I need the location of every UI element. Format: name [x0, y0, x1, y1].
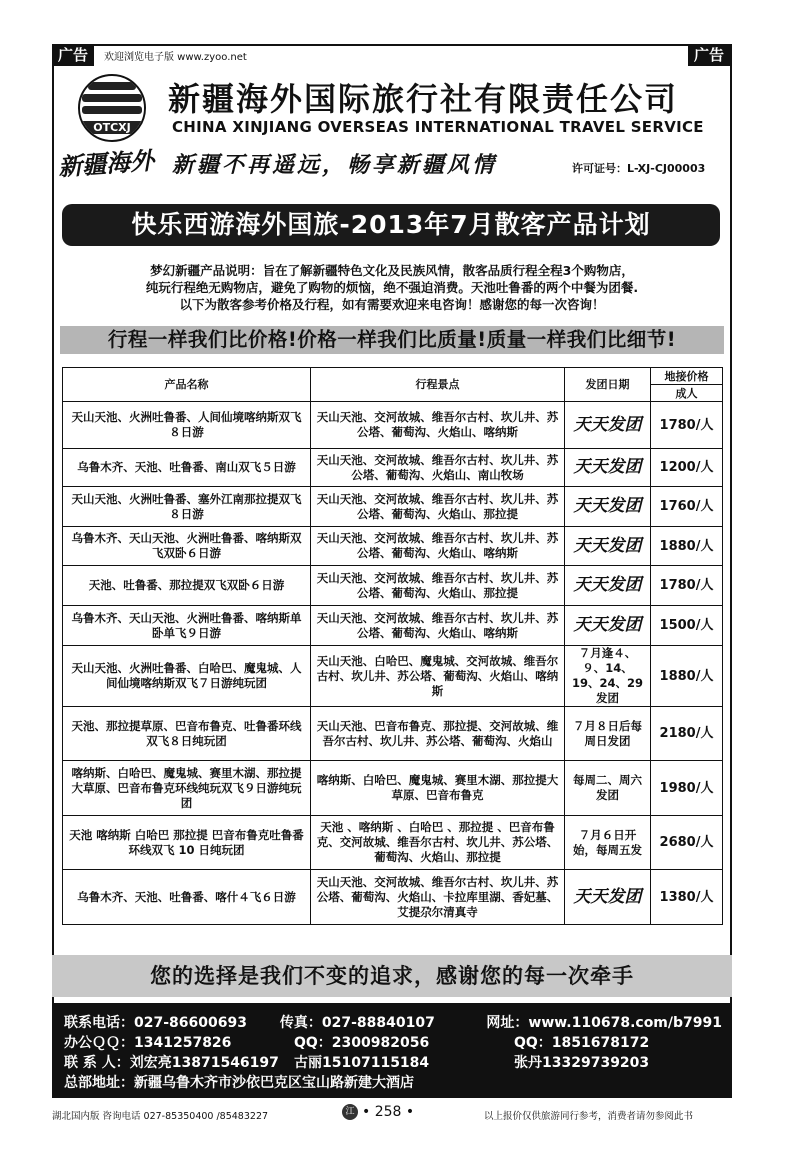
intro-line: 梦幻新疆产品说明：旨在了解新疆特色文化及民族风情，散客品质行程全程3个购物店，	[150, 263, 634, 278]
table-row	[63, 527, 723, 566]
itinerary-cell: 天山天池、白哈巴、魔鬼城、交河故城、维吾尔古村、坎儿井、苏公塔、葡萄沟、火焰山、喀纳斯	[311, 646, 565, 707]
departure-cell: ７月６日开始，每周五发	[565, 816, 651, 870]
price-cell: 1880/人	[651, 646, 723, 707]
header-product: 产品名称	[63, 368, 311, 402]
intro-text	[62, 262, 722, 313]
product-cell: 天池 喀纳斯 白哈巴 那拉提 巴音布鲁克吐鲁番环线双飞 10 日纯玩团	[63, 816, 311, 870]
itinerary-cell: 天山天池、交河故城、维吾尔古村、坎儿井、苏公塔、葡萄沟、火焰山、喀纳斯	[311, 402, 565, 449]
page-badge: 江	[342, 1104, 358, 1120]
product-cell: 天池、那拉提草原、巴音布鲁克、吐鲁番环线双飞８日纯玩团	[63, 707, 311, 761]
contact-block	[52, 1003, 732, 1098]
contact-line	[64, 1013, 722, 1033]
itinerary-cell: 天山天池、交河故城、维吾尔古村、坎儿井、苏公塔、葡萄沟、火焰山、卡拉库里湖、香妃墓、艾提尕尔清真寺	[311, 870, 565, 925]
contact-qq: QQ：2300982056	[294, 1035, 430, 1051]
contact-line	[64, 1033, 722, 1053]
departure-cell: 天天发团	[565, 487, 651, 527]
company-name-cn: 新疆海外国际旅行社有限责任公司	[168, 80, 679, 118]
header-departure: 发团日期	[565, 368, 651, 402]
contact-website: 网址：www.110678.com/b7991	[486, 1015, 722, 1031]
product-cell: 天山天池、火洲吐鲁番、人间仙境喀纳斯双飞８日游	[63, 402, 311, 449]
table-row	[63, 566, 723, 606]
table-row	[63, 816, 723, 870]
price-cell: 1380/人	[651, 870, 723, 925]
contact-line	[64, 1073, 722, 1093]
intro-line: 以下为散客参考价格及行程，如有需要欢迎来电咨询！感谢您的每一次咨询！	[179, 297, 605, 312]
header-price-group: 地接价格	[651, 368, 723, 385]
footer-right: 以上报价仅供旅游同行参考，消费者请勿参阅此书	[484, 1111, 694, 1122]
table-row	[63, 761, 723, 816]
product-cell: 乌鲁木齐、天山天池、火洲吐鲁番、喀纳斯单卧单飞９日游	[63, 606, 311, 646]
departure-cell: 天天发团	[565, 527, 651, 566]
closing-bar: 您的选择是我们不变的追求，感谢您的每一次牵手	[52, 955, 732, 997]
departure-cell: 天天发团	[565, 449, 651, 487]
contact-fax: 传真：027-88840107	[279, 1015, 435, 1031]
page-number: • 258 •	[362, 1104, 415, 1120]
price-cell: 1200/人	[651, 449, 723, 487]
product-cell: 喀纳斯、白哈巴、魔鬼城、赛里木湖、那拉提大草原、巴音布鲁克环线纯玩双飞９日游纯玩团	[63, 761, 311, 816]
footer-left: 湖北国内版 咨询电话 027-85350400 /85483227	[52, 1111, 269, 1122]
contact-line	[64, 1053, 722, 1073]
departure-cell: 天天发团	[565, 870, 651, 925]
price-cell: 1880/人	[651, 527, 723, 566]
departure-cell: ７月逢４、９、14、19、24、29 发团	[565, 646, 651, 707]
site-line: 欢迎浏览电子版 www.zyoo.net	[104, 52, 247, 63]
contact-person: 古丽15107115184	[294, 1055, 430, 1071]
contact-person: 联 系 人：刘宏亮13871546197	[64, 1055, 279, 1071]
table-row	[63, 707, 723, 761]
table-row	[63, 606, 723, 646]
itinerary-cell: 天山天池、交河故城、维吾尔古村、坎儿井、苏公塔、葡萄沟、火焰山、喀纳斯	[311, 606, 565, 646]
product-cell: 天山天池、火洲吐鲁番、白哈巴、魔鬼城、人间仙境喀纳斯双飞７日游纯玩团	[63, 646, 311, 707]
departure-cell: 天天发团	[565, 402, 651, 449]
price-cell: 1980/人	[651, 761, 723, 816]
itinerary-cell: 天池 、喀纳斯 、白哈巴 、那拉提 、巴音布鲁克、交河故城、维吾尔古村、坎儿井、苏公塔、葡萄沟、火焰山、那拉提	[311, 816, 565, 870]
product-cell: 天池、吐鲁番、那拉提双飞双卧６日游	[63, 566, 311, 606]
license-number: 许可证号：L-XJ-CJ00003	[572, 162, 706, 175]
contact-qq: 办公ＱＱ：1341257826	[64, 1035, 232, 1051]
price-cell: 2680/人	[651, 816, 723, 870]
logo-abbr: OTCXJ	[80, 121, 144, 134]
table-row	[63, 870, 723, 925]
ad-tag-right: 广告	[688, 44, 732, 66]
plan-banner: 快乐西游海外国旅-2013年7月散客产品计划	[62, 204, 720, 246]
product-cell: 乌鲁木齐、天池、吐鲁番、南山双飞５日游	[63, 449, 311, 487]
company-logo	[78, 74, 146, 142]
price-cell: 1500/人	[651, 606, 723, 646]
tour-table	[62, 367, 723, 925]
price-cell: 1760/人	[651, 487, 723, 527]
header-price-adult: 成人	[651, 385, 723, 402]
itinerary-cell: 天山天池、交河故城、维吾尔古村、坎儿井、苏公塔、葡萄沟、火焰山、南山牧场	[311, 449, 565, 487]
itinerary-cell: 天山天池、巴音布鲁克、那拉提、交河故城、维吾尔古村、坎儿井、苏公塔、葡萄沟、火焰山	[311, 707, 565, 761]
product-cell: 乌鲁木齐、天山天池、火洲吐鲁番、喀纳斯双飞双卧６日游	[63, 527, 311, 566]
table-row	[63, 449, 723, 487]
ad-tag-left: 广告	[52, 44, 94, 66]
departure-cell: 每周二、周六发团	[565, 761, 651, 816]
table-row	[63, 402, 723, 449]
price-cell: 1780/人	[651, 402, 723, 449]
departure-cell: 天天发团	[565, 606, 651, 646]
price-cell: 1780/人	[651, 566, 723, 606]
contact-phone: 联系电话：027-86600693	[64, 1015, 247, 1031]
departure-cell: ７月８日后每周日发团	[565, 707, 651, 761]
itinerary-cell: 天山天池、交河故城、维吾尔古村、坎儿井、苏公塔、葡萄沟、火焰山、那拉提	[311, 566, 565, 606]
table-row	[63, 646, 723, 707]
header-itinerary: 行程景点	[311, 368, 565, 402]
contact-address: 总部地址：新疆乌鲁木齐市沙依巴克区宝山路新建大酒店	[64, 1075, 414, 1091]
contact-qq: QQ：1851678172	[514, 1035, 650, 1051]
itinerary-cell: 喀纳斯、白哈巴、魔鬼城、赛里木湖、那拉提大草原、巴音布鲁克	[311, 761, 565, 816]
table-row	[63, 487, 723, 527]
product-cell: 乌鲁木齐、天池、吐鲁番、喀什４飞６日游	[63, 870, 311, 925]
compare-bar: 行程一样我们比价格!价格一样我们比质量!质量一样我们比细节!	[60, 326, 724, 354]
itinerary-cell: 天山天池、交河故城、维吾尔古村、坎儿井、苏公塔、葡萄沟、火焰山、喀纳斯	[311, 527, 565, 566]
departure-cell: 天天发团	[565, 566, 651, 606]
page-number-group	[342, 1104, 414, 1120]
product-cell: 天山天池、火洲吐鲁番、塞外江南那拉提双飞８日游	[63, 487, 311, 527]
itinerary-cell: 天山天池、交河故城、维吾尔古村、坎儿井、苏公塔、葡萄沟、火焰山、那拉提	[311, 487, 565, 527]
company-name-en: CHINA XINJIANG OVERSEAS INTERNATIONAL TRAVEL SERVICE	[172, 118, 704, 136]
intro-line: 纯玩行程绝无购物店，避免了购物的烦恼，绝不强迫消费。天池吐鲁番的两个中餐为团餐.	[145, 280, 639, 295]
brand-script: 新疆海外	[57, 145, 156, 182]
price-cell: 2180/人	[651, 707, 723, 761]
slogan: 新疆不再遥远，畅享新疆风情	[172, 152, 498, 178]
contact-person: 张丹13329739203	[514, 1055, 650, 1071]
